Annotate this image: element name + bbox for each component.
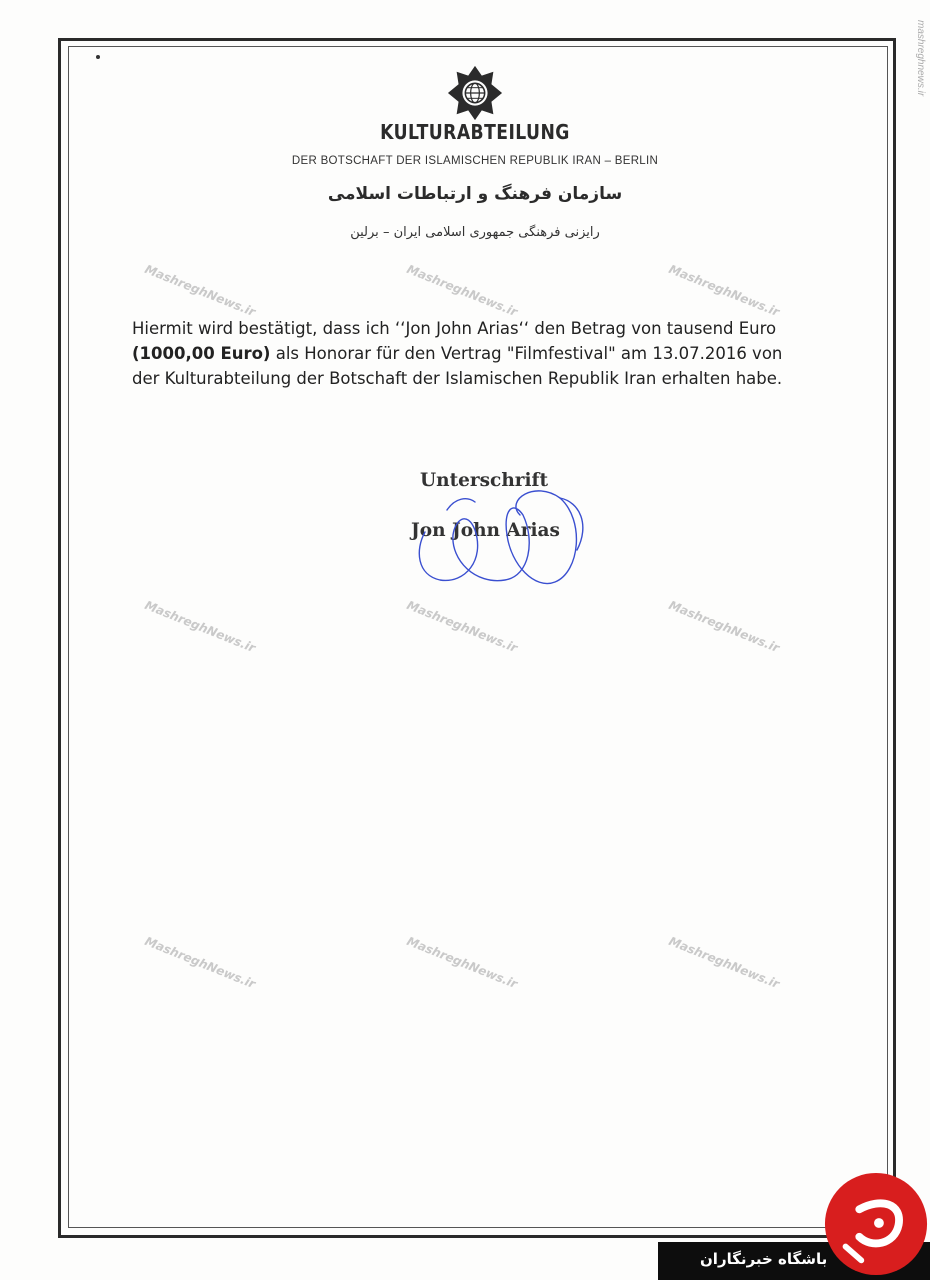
embassy-logo-icon	[446, 64, 504, 122]
watermark: MashreghNews.ir	[142, 262, 258, 320]
watermark: MashreghNews.ir	[404, 262, 520, 320]
confirmation-text	[132, 316, 832, 391]
corner-watermark: mashreghnews.ir	[915, 20, 926, 97]
watermark: MashreghNews.ir	[666, 934, 782, 992]
org-subtitle: DER BOTSCHAFT DER ISLAMISCHEN REPUBLIK IRAN – BERLIN	[291, 155, 659, 167]
speck	[96, 55, 100, 59]
watermark: MashreghNews.ir	[404, 934, 520, 992]
amount-bold: (1000,00 Euro)	[132, 344, 271, 363]
watermark: MashreghNews.ir	[142, 598, 258, 656]
news-agency-logo-icon	[822, 1170, 930, 1278]
watermark: MashreghNews.ir	[404, 598, 520, 656]
news-badge-text: باشگاه خبرنگاران	[700, 1250, 828, 1268]
persian-org-title: سازمان فرهنگ و ارتباطات اسلامی	[327, 184, 623, 204]
signature-label: Unterschrift	[420, 470, 549, 491]
body-line-3: der Kulturabteilung der Botschaft der Islamischen Republik Iran erhalten habe.	[132, 369, 783, 388]
watermark: MashreghNews.ir	[142, 934, 258, 992]
body-line-2-rest: als Honorar für den Vertrag "Filmfestival" am 13.07.2016 von	[270, 344, 783, 363]
signatory-name: Jon John Arias	[411, 520, 560, 541]
watermark: MashreghNews.ir	[666, 598, 782, 656]
org-title: KULTURABTEILUNG	[380, 120, 570, 144]
handwritten-signature	[395, 480, 595, 600]
watermark: MashreghNews.ir	[666, 262, 782, 320]
body-line-2	[132, 341, 832, 366]
body-line-1: Hiermit wird bestätigt, dass ich ‘‘Jon John Arias‘‘ den Betrag von tausend Euro	[132, 319, 777, 338]
persian-org-subtitle: رایزنی فرهنگی جمهوری اسلامی ایران – برلین	[350, 225, 600, 240]
